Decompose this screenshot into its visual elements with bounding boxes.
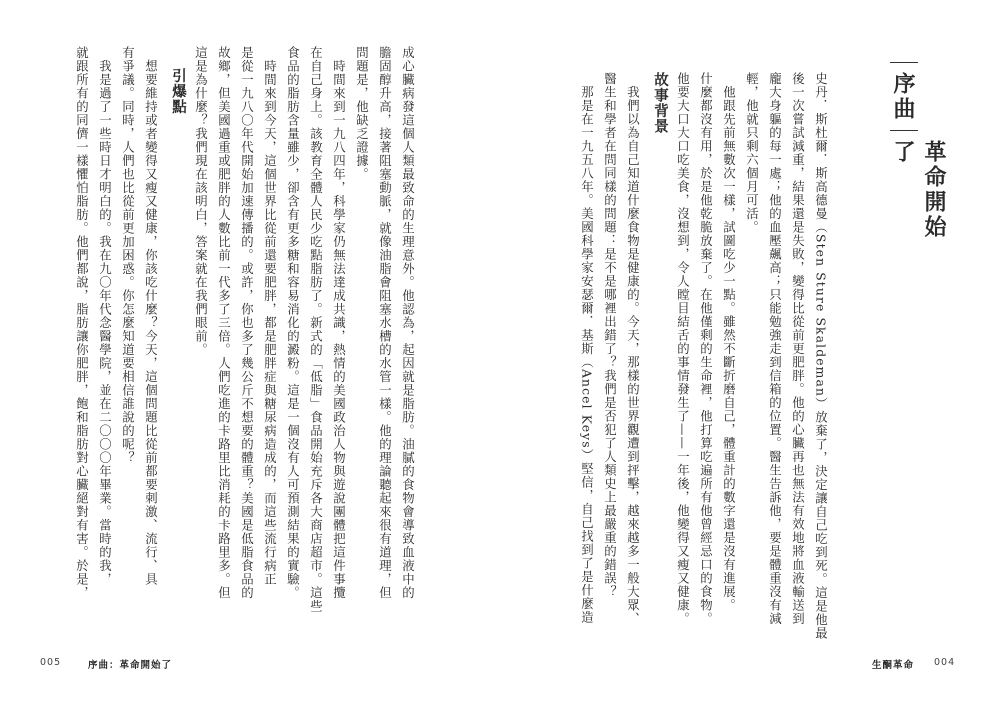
body-column: 是從一九八〇年代開始加速傳播的。或許，你也多了幾公斤不想要的體重？美國是低脂食品的	[239, 46, 255, 600]
body-column: 在自己身上。該教育全體人民少吃點脂肪了。新式的「低脂」食品開始充斥各大商店超市。這些	[308, 46, 324, 613]
chapter-label: 序曲	[890, 72, 916, 122]
body-column: 故鄉，但美國過重或肥胖的人數比前一代多了三倍。人們吃進的卡路里比消耗的卡路里多。但	[216, 46, 232, 600]
section-heading-story: 故事背景	[652, 72, 669, 134]
body-column: 我們以為自己知道什麼食物是健康的。今天，那樣的世界觀遭到抨擊，越來越多一般大眾、	[625, 72, 641, 626]
body-column: 食品的脂肪含量雖少，卻含有更多糖和容易消化的澱粉。這是一個沒有人可預測結果的實驗。	[285, 46, 301, 600]
left-running-title: 序曲：革命開始了	[88, 660, 173, 671]
chapter-rule-top	[890, 62, 918, 63]
body-column: 這是為什麼？我們現在該明白，答案就在我們眼前。	[193, 46, 209, 357]
body-column: 時間來到一九八四年，科學家仍無法達成共識，熱情的美國政治人物與遊說團體把這件事攬	[331, 46, 347, 600]
body-column: 時間來到今天，這個世界比從前還要肥胖，都是肥胖症與糖尿病造成的，而這些流行病正	[262, 46, 278, 586]
body-column: 輕，他就只剩六個月可活。	[744, 72, 760, 234]
chapter-rule-middle	[890, 130, 918, 131]
body-column: 醫生和學者在問同樣的問題：是不是哪裡出錯了？我們是否犯了人類史上最嚴重的錯誤？	[602, 72, 618, 599]
body-column: 成心臟病發這個人類最致命的生理意外。他認為，起因就是脂肪。油膩的食物會導致血液中的	[400, 46, 416, 600]
body-column: 他要大口大口吃美食，沒想到，令人瞠目結舌的事情發生了——一年後，他變得又瘦又健康。	[675, 72, 691, 626]
body-column: 他跟先前無數次一樣，試圖吃少一點。雖然不斷折磨自己，體重計的數字還是沒有進展。	[721, 72, 737, 612]
body-column: 有爭議。同時，人們也比從前更加困惑。你怎麼知道要相信誰說的呢？	[120, 46, 136, 465]
body-column: 龐大身軀的每一處；他的血壓飆高；只能勉強走到信箱的位置。醫生告訴他，要是體重沒有減	[767, 72, 783, 626]
body-column: 問題是，他缺乏證據。	[354, 46, 370, 181]
body-column: 後一次嘗試減重，結果還是失敗，變得比從前更肥胖。他的心臟再也無法有效地將血液輸送到	[790, 72, 806, 626]
body-column: 膽固醇升高，接著阻塞動脈，就像油脂會阻塞水槽的水管一樣。他的理論聽起來很有道理，但	[377, 46, 393, 600]
body-column: 我是過了一些時日才明白的。我在九〇年代念醫學院，並在二〇〇〇年畢業。當時的我，	[97, 46, 113, 586]
right-page-number: 004	[934, 657, 956, 668]
body-column: 什麼都沒有用，於是他乾脆放棄了。在他僅剩的生命裡，他打算吃遍所有他曾經忌口的食物。	[698, 72, 714, 626]
chapter-heading	[868, 54, 947, 264]
body-column: 就跟所有的同儕一樣懼怕脂肪。他們都說，脂肪讓你肥胖，飽和脂肪對心臟絕對有害。於是，	[74, 46, 90, 600]
chapter-title: 革命開始了	[890, 140, 947, 240]
right-running-title: 生酮革命	[872, 660, 915, 671]
body-column: 史丹．斯杜爾．斯高德曼（Sten Sture Skaldeman）放棄了，決定讓自己吃到死。這是他最	[813, 72, 829, 641]
section-heading-trigger: 引爆點	[170, 68, 187, 115]
left-page-number: 005	[40, 657, 62, 668]
body-column: 那是在一九五八年。美國科學家安瑟爾．基斯（Ancel Keys）堅信，自己找到了是什麼造	[579, 72, 595, 625]
body-column: 想要維持或者變得又瘦又健康，你該吃什麼？今天，這個問題比從前都要刺激、流行、具	[143, 46, 159, 586]
